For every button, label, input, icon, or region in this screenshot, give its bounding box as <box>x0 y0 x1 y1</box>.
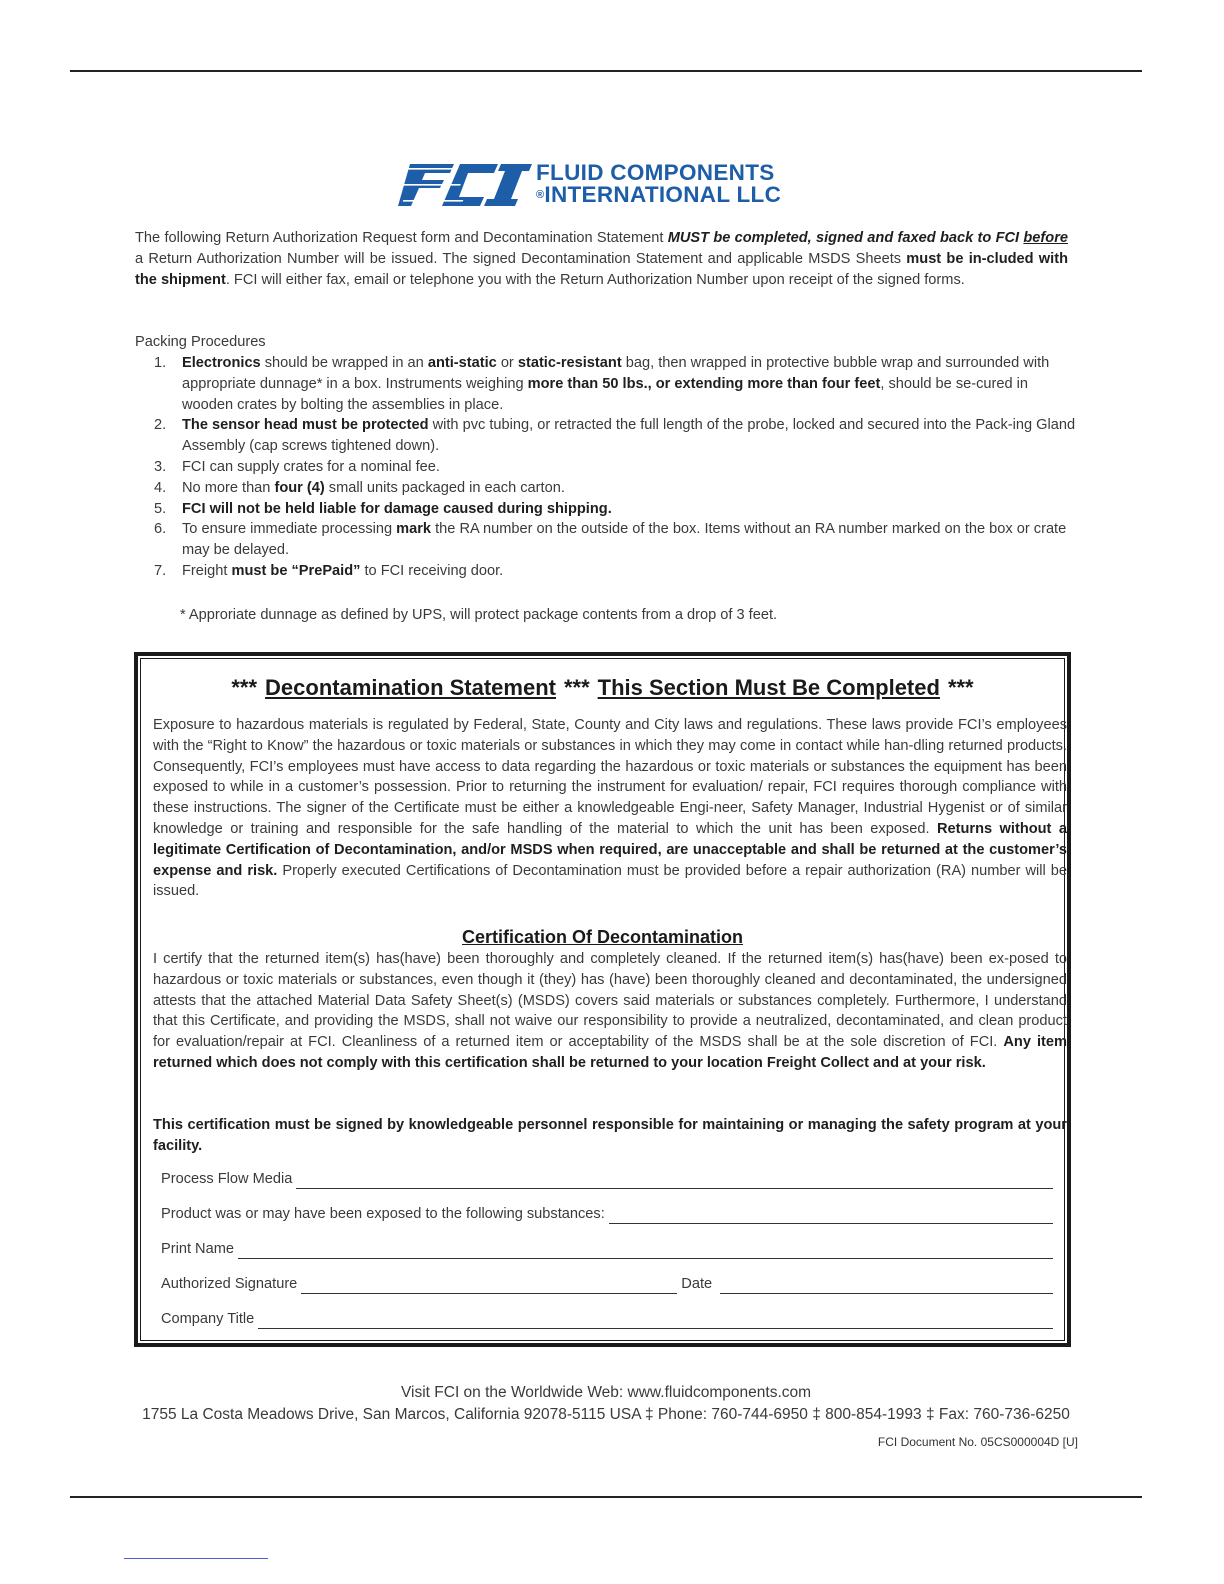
certification-heading: Certification Of Decontamination <box>461 927 744 947</box>
item-bold: FCI will not be held liable for damage caused during shipping. <box>182 500 612 517</box>
decontamination-title <box>141 675 1064 701</box>
item-bold: Electronics <box>182 355 261 371</box>
top-rule <box>70 70 1142 72</box>
item-bold: must be “PrePaid” <box>231 562 361 579</box>
print-name-line[interactable] <box>238 1243 1053 1259</box>
title-section-must-be-completed: This Section Must Be Completed <box>597 675 940 700</box>
fci-logo-wordmark <box>536 162 781 206</box>
item-bold: mark <box>396 521 432 538</box>
list-item <box>135 415 1080 457</box>
packing-list <box>135 353 1080 582</box>
packing-heading: Packing Procedures <box>135 334 266 350</box>
fci-logo <box>398 160 818 212</box>
signing-note: This certification must be signed by knowledgeable personnel responsible for maintaining or managing the safety program at your facility. <box>153 1117 1067 1154</box>
item-bold: more than 50 lbs., or extending more than four feet <box>527 375 881 392</box>
item-text: the RA number on the outside of the box. Items without an RA number marked on the box or crate may be delayed. <box>182 521 1067 559</box>
title-decontamination-statement: Decontamination Statement <box>265 675 556 700</box>
item-text: should be wrapped in an <box>260 355 428 371</box>
item-text: bag, then wrapped in protective bubble wrap and surrounded with appropriate dunnage* in a box. Instruments weighing <box>182 355 1050 392</box>
field-label: Date <box>681 1276 713 1292</box>
item-text: , should be se-cured in wooden crates by bolting the assemblies in place. <box>182 375 1029 413</box>
certification-bold: Any item returned which does not comply with this certification shall be returned to your location Freight Collect and at your risk. <box>153 1034 1067 1071</box>
item-text: small units packaged in each carton. <box>324 479 565 496</box>
item-bold: anti-static <box>427 355 497 371</box>
list-item <box>135 499 1080 520</box>
registered-mark: ® <box>536 189 545 201</box>
item-number: 6. <box>154 521 167 538</box>
decontamination-inner-border <box>140 658 1065 1341</box>
decontamination-section <box>134 652 1071 1347</box>
certification-paragraph <box>153 949 1067 1074</box>
exposed-substances-line[interactable] <box>609 1208 1053 1224</box>
stars: *** <box>231 675 258 700</box>
item-number: 2. <box>154 417 167 434</box>
exposure-paragraph <box>153 715 1067 902</box>
item-text: or <box>496 355 518 371</box>
list-item <box>135 561 1080 582</box>
intro-text-2: a Return Authorization Number will be issued. The signed Decontamination Statement and applicable MSDS Sheets <box>135 251 907 267</box>
exposure-tail: Properly executed Certifications of Decontamination must be provided before a repair authorization (RA) number will be issued. <box>153 862 1067 900</box>
item-number: 4. <box>154 479 167 496</box>
signature-date-row <box>161 1272 1053 1294</box>
item-number: 3. <box>154 458 167 475</box>
field-label: Product was or may have been exposed to the following substances: <box>161 1206 605 1222</box>
item-number: 5. <box>154 500 167 517</box>
list-item <box>135 519 1080 561</box>
exposure-text: Exposure to hazardous materials is regulated by Federal, State, County and City laws and regulations. These laws provide FCI’s employees with the “Right to Know” the hazardous or toxic materials or substances in which they may come in contact while han-dling returned products. Consequently, FCI’s employees must have access to data regarding the hazardous or toxic materials or substances the equipment has been exposed to while in a customer’s possession. Prior to returning the instrument for evaluation/ repair, FCI requires thorough compliance with these instructions. The signer of the Certificate must be either a knowledgeable Engi-neer, Safety Manager, Industrial Hygenist or of similar knowledge or training and responsible for the safe handling of the material to which the unit has been exposed. <box>153 717 1067 837</box>
intro-text-3: . FCI will either fax, email or telephone you with the Return Authorization Number upon receipt of the signed forms. <box>225 272 965 288</box>
certification-text: I certify that the returned item(s) has(have) been thoroughly and completely cleaned. If the returned item(s) has(have) been ex-posed to hazardous or toxic materials or substances, even though it (they) has (have) been thoroughly cleaned and decontaminated, the undersigned attests that the attached Material Data Safety Sheet(s) (MSDS) covers said materials or substances completely. Furthermore, I understand that this Certificate, and providing the MSDS, shall not waive our responsibility to provide a neutralized, decontaminated, and clean product for evaluation/repair at FCI. Cleanliness of a returned item or acceptability of the MSDS shall be at the sole discretion of FCI. <box>153 951 1067 1051</box>
item-number: 7. <box>154 562 167 579</box>
exposed-substances-field[interactable] <box>161 1202 1053 1224</box>
list-item <box>135 478 1080 499</box>
print-name-field[interactable] <box>161 1237 1053 1259</box>
field-label: Print Name <box>161 1241 234 1257</box>
fci-logo-mark <box>398 160 532 208</box>
item-text: to FCI receiving door. <box>360 562 504 579</box>
logo-name-line1: FLUID COMPONENTS <box>536 160 775 185</box>
item-text: FCI can supply crates for a nominal fee. <box>182 458 440 475</box>
document-number: FCI Document No. 05CS000004D [U] <box>877 1435 1078 1449</box>
list-item <box>135 457 1080 478</box>
item-text: To ensure immediate processing <box>182 521 397 538</box>
item-number: 1. <box>154 355 167 371</box>
company-title-line[interactable] <box>258 1313 1053 1329</box>
date-line[interactable] <box>720 1278 1053 1294</box>
intro-before: before <box>1023 230 1068 246</box>
item-bold: static-resistant <box>517 355 622 371</box>
footer-address: 1755 La Costa Meadows Drive, San Marcos, California 92078-5115 USA ‡ Phone: 760-744-6950 ‡ 800-854-1993 ‡ Fax: 760-736-6250 <box>142 1406 1070 1423</box>
process-flow-media-field[interactable] <box>161 1167 1053 1189</box>
item-bold: four (4) <box>274 479 325 496</box>
field-label: Authorized Signature <box>161 1276 298 1292</box>
process-flow-media-line[interactable] <box>296 1173 1053 1189</box>
intro-text-1: The following Return Authorization Request form and Decontamination Statement <box>135 230 668 246</box>
dunnage-note: * Approriate dunnage as defined by UPS, will protect package contents from a drop of 3 feet. <box>180 607 778 623</box>
intro-paragraph <box>135 228 1068 291</box>
item-text: with pvc tubing, or retracted the full length of the probe, locked and secured into the Pack-ing Gland Assembly (cap screws tightened down). <box>182 417 1076 455</box>
field-label: Process Flow Media <box>161 1171 293 1187</box>
authorized-signature-line[interactable] <box>301 1278 677 1294</box>
footer-website: Visit FCI on the Worldwide Web: www.fluidcomponents.com <box>400 1384 812 1401</box>
stars: *** <box>947 675 974 700</box>
intro-must-be-included: must be in-cluded with the shipment <box>135 251 1068 288</box>
list-item <box>135 353 1080 415</box>
item-bold: The sensor head must be protected <box>182 417 429 434</box>
link-underline[interactable] <box>124 1558 268 1559</box>
item-text: Freight <box>182 562 232 579</box>
stars: *** <box>563 675 590 700</box>
logo-name-line2: INTERNATIONAL LLC <box>544 182 782 207</box>
field-label: Company Title <box>161 1311 255 1327</box>
company-title-field[interactable] <box>161 1307 1053 1329</box>
intro-must: MUST be completed, signed and faxed back to FCI <box>667 230 1020 246</box>
item-text: No more than <box>182 479 275 496</box>
bottom-rule <box>70 1496 1142 1498</box>
exposure-bold: Returns without a legitimate Certification of Decontamination, and/or MSDS when required, are unacceptable and shall be returned at the customer’s expense and risk. <box>153 820 1067 879</box>
